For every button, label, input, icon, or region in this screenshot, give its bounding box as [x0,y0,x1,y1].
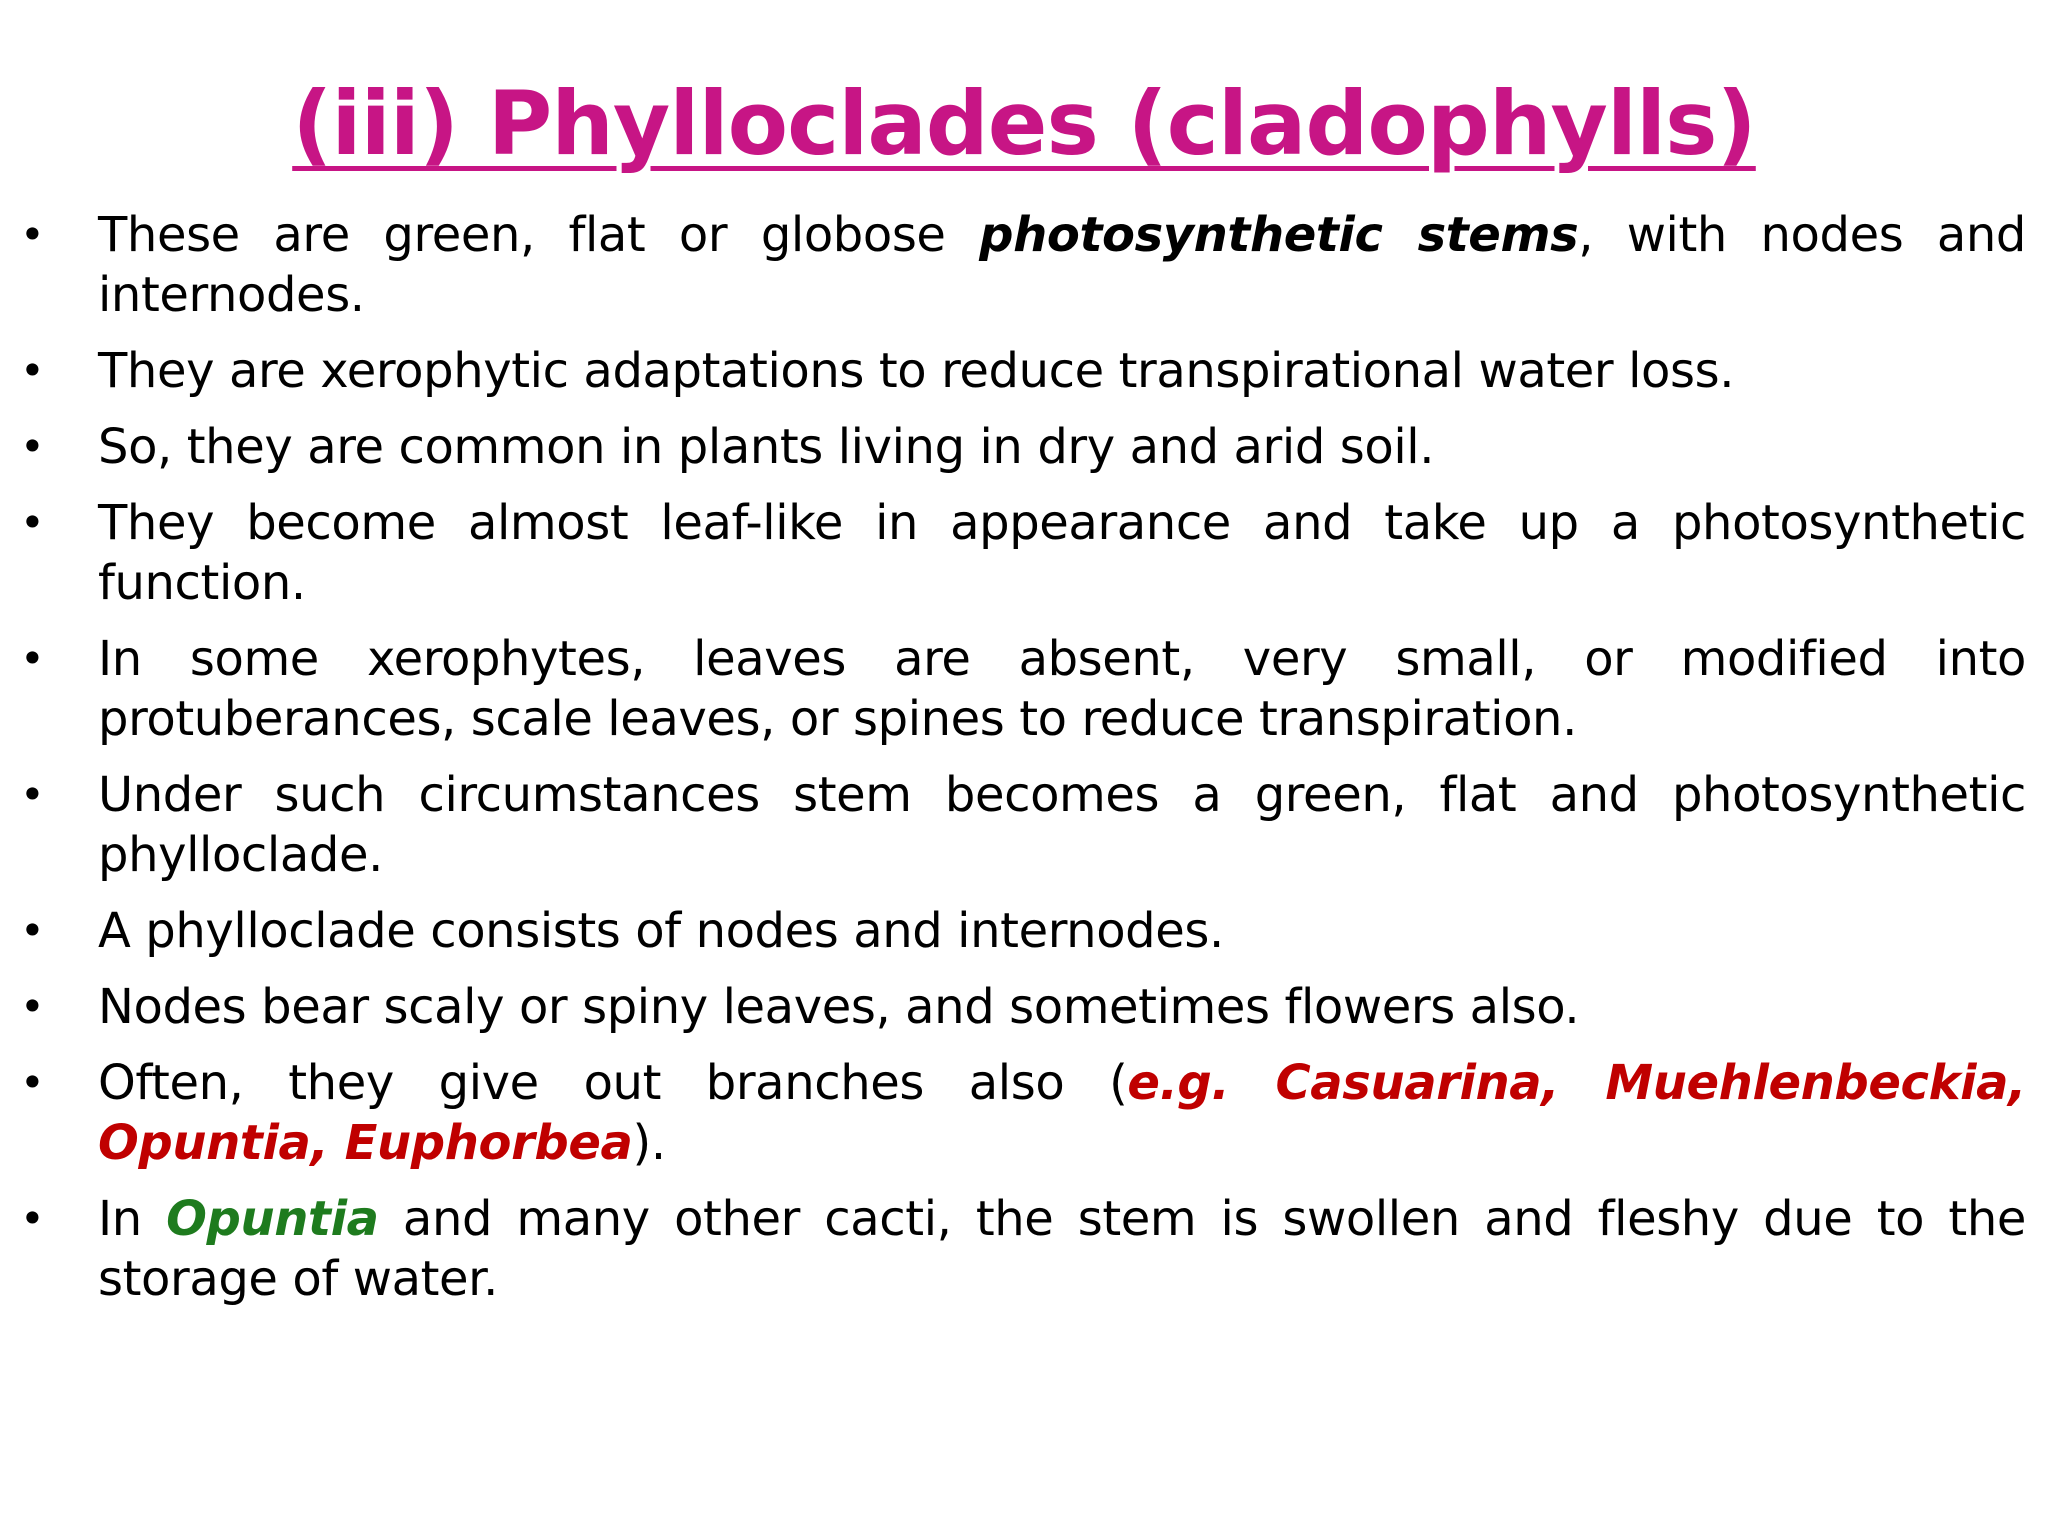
bullet-list [0,205,2048,1325]
bullet-text: Under such circumstances stem becomes a green, flat and photosynthetic phylloclade. [98,767,2026,883]
bullet-item [0,901,2026,961]
bullet-icon: • [20,1058,45,1107]
bullet-text: ). [632,1115,666,1171]
genus-name: Opuntia [166,1191,379,1247]
bullet-item [0,1189,2026,1309]
slide-title: (iii) Phylloclades (cladophylls) [292,72,1756,175]
bullet-item [0,493,2026,613]
bullet-item [0,417,2026,477]
bullet-text: Nodes bear scaly or spiny leaves, and sometimes flowers also. [98,979,1580,1035]
bullet-text: They are xerophytic adaptations to reduce transpirational water loss. [98,343,1735,399]
bullet-text: In [98,1191,167,1247]
bullet-text: Often, they give out branches also ( [98,1055,1128,1111]
bullet-emphasis: photosynthetic stems [979,207,1579,263]
bullet-text: , with nodes and internodes. [98,207,2026,323]
bullet-item [0,341,2026,401]
bullet-item [0,765,2026,885]
bullet-icon: • [20,498,45,547]
bullet-text: So, they are common in plants living in dry and arid soil. [98,419,1435,475]
bullet-icon: • [20,210,45,259]
bullet-text: A phylloclade consists of nodes and internodes. [98,903,1224,959]
bullet-text: These are green, flat or globose [98,207,980,263]
example-species: e.g. Casuarina, Muehlenbeckia, Opuntia, Euphorbea [98,1055,2026,1171]
bullet-icon: • [20,1194,45,1243]
bullet-text: In some xerophytes, leaves are absent, very small, or modified into protuberances, scale leaves, or spines to reduce transpiration. [98,631,2026,747]
bullet-icon: • [20,634,45,683]
bullet-icon: • [20,906,45,955]
bullet-icon: • [20,982,45,1031]
bullet-text: They become almost leaf-like in appearance and take up a photosynthetic function. [98,495,2026,611]
bullet-item [0,977,2026,1037]
bullet-icon: • [20,770,45,819]
bullet-icon: • [20,346,45,395]
bullet-item [0,629,2026,749]
bullet-text: and many other cacti, the stem is swollen and fleshy due to the storage of water. [98,1191,2026,1307]
bullet-icon: • [20,422,45,471]
bullet-item [0,1053,2026,1173]
bullet-item [0,205,2026,325]
